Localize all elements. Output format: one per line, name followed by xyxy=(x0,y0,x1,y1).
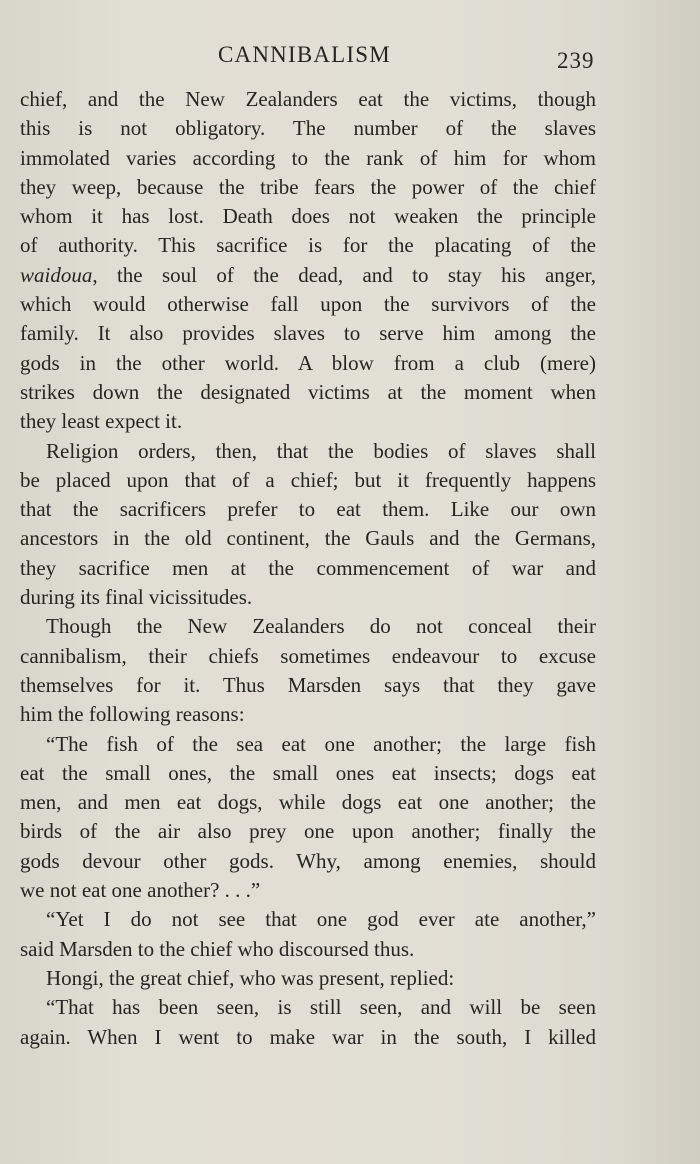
text-line: men, and men eat dogs, while dogs eat one another; the xyxy=(20,790,596,815)
text-line xyxy=(20,261,596,290)
text-line: chief, and the New Zealanders eat the victims, though xyxy=(20,87,596,111)
text-line: eat the small ones, the small ones eat insects; dogs eat xyxy=(20,760,596,785)
text-line: they weep, because the tribe fears the power of the chief xyxy=(20,174,596,199)
text-line: of authority. This sacrifice is for the placating of the xyxy=(20,233,596,258)
text-line: that the sacrificers prefer to eat them. Like our own xyxy=(20,497,596,522)
text-line: “Yet I do not see that one god ever ate another,” xyxy=(46,907,596,932)
text-line: gods devour other gods. Why, among enemies, should xyxy=(20,848,596,873)
text-line: strikes down the designated victims at the moment when xyxy=(20,379,596,404)
text-line: “The fish of the sea eat one another; the large fish xyxy=(46,731,596,756)
text-line: whom it has lost. Death does not weaken the principle xyxy=(20,204,596,229)
text-line: immolated varies according to the rank of him for whom xyxy=(20,145,596,170)
text-line: they least expect it. xyxy=(20,409,183,434)
text-line: during its final vicissitudes. xyxy=(20,585,253,610)
text-line: Though the New Zealanders do not conceal their xyxy=(46,614,596,639)
page-header xyxy=(0,40,700,74)
running-head: CANNIBALISM xyxy=(218,42,391,67)
text-line: said Marsden to the chief who discoursed thus. xyxy=(20,936,415,961)
page-number: 239 xyxy=(557,48,595,73)
text-line: “That has been seen, is still seen, and will be seen xyxy=(46,995,596,1020)
body-text xyxy=(20,85,596,1052)
text-line: again. When I went to make war in the south, I killed xyxy=(20,1024,596,1049)
text-line: gods in the other world. A blow from a club (mere) xyxy=(20,350,596,375)
text-line: we not eat one another? . . .” xyxy=(20,878,261,903)
text-line: themselves for it. Thus Marsden says that they gave xyxy=(20,672,596,697)
text-line: Religion orders, then, that the bodies of slaves shall xyxy=(46,438,596,463)
text-line: ancestors in the old continent, the Gauls and the Germans, xyxy=(20,526,596,551)
text-line: which would otherwise fall upon the survivors of the xyxy=(20,292,596,317)
text-line: Hongi, the great chief, who was present, replied: xyxy=(46,965,455,990)
text-line: birds of the air also prey one upon another; finally the xyxy=(20,819,596,844)
text-line: they sacrifice men at the commencement of war and xyxy=(20,555,596,580)
italic-text: waidoua xyxy=(20,262,93,287)
text-line: family. It also provides slaves to serve him among the xyxy=(20,321,596,346)
text-line: cannibalism, their chiefs sometimes endeavour to excuse xyxy=(20,643,596,668)
text-line: be placed upon that of a chief; but it frequently happens xyxy=(20,467,596,492)
text-line: him the following reasons: xyxy=(20,702,245,727)
text-span: , the soul of the dead, and to stay his anger, xyxy=(92,262,596,287)
text-line: this is not obligatory. The number of the slaves xyxy=(20,116,596,141)
